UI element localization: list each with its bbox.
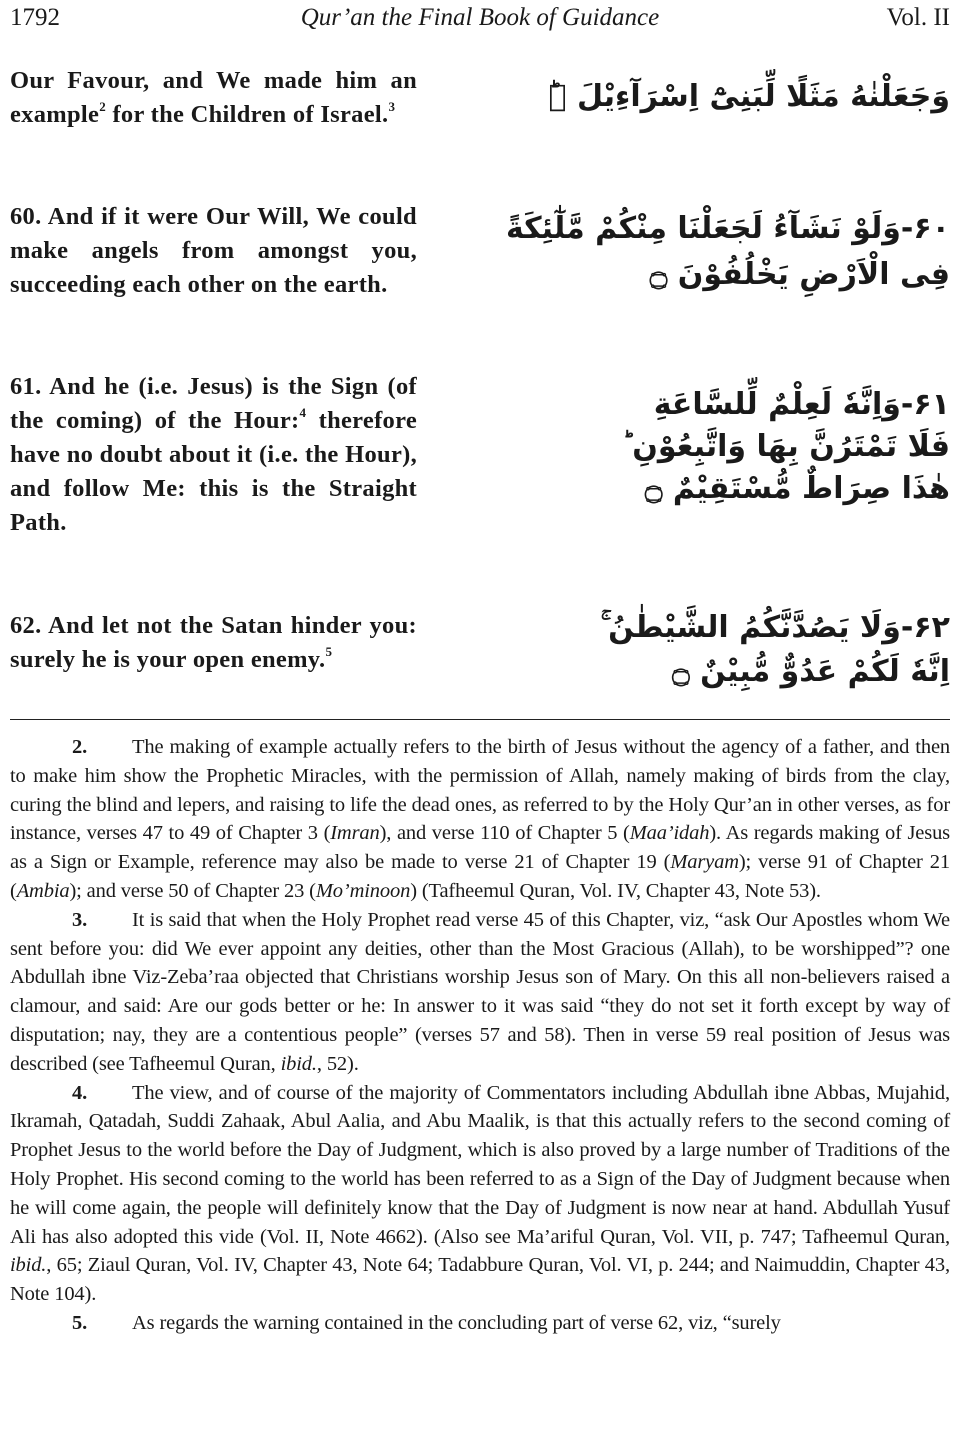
footnote-ref-5[interactable]: 5 [325,643,333,659]
arabic-line: ۶۱-وَاِنَّهٗ لَعِلْمٌ لِّلسَّاعَةِ [653,387,950,422]
footnote-text [10,1082,950,1306]
footnote-2 [10,733,950,906]
footnote-text-segment: ). As regards making of Jesus as a Sign or Example, reference may also be made to verse 21 of Chapter 19 ( [10,822,950,874]
footnote-text-segment: , 52). [316,1052,359,1075]
book-title: Qur’an the Final Book of Guidance [300,4,660,31]
verse-62-english [10,609,417,677]
italic-reference: Ambia [16,879,70,902]
italic-reference: Maa’idah [629,822,710,845]
verse-text: therefore have no doubt about it (i.e. the Hour), and follow Me: this is the Straight Path. [10,407,417,536]
verse-59-english [10,64,417,132]
verse-text: 61. And he (i.e. Jesus) is the Sign (of the coming) of the Hour: [10,373,417,434]
footnote-ref-4[interactable]: 4 [299,404,307,420]
footnote-3 [10,906,950,1079]
footnote-ref-2[interactable]: 2 [99,98,107,114]
footnote-text-segment: It is said that when the Holy Prophet read verse 45 of this Chapter, viz, “ask Our Apostles whom We sent before you: did We ever appoint any deities, other than the Most Gracious (Allah), to be worshipped”? one Abdullah ibne Viz-Zeba’raa objected that Christians worship Jesus son of Mary. On this all non-believers raised a clamour, and said: Are our gods better or he: In answer to it was said “they do not set it forth except by way of disputation; nay, they are a contentious people” (verses 57 and 58). Then in verse 59 real position of Jesus was described (see Tafheemul Quran, [10,908,950,1075]
verse-59-arabic [550,80,950,114]
footnote-text-segment: ); verse 91 of Chapter 21 ( [10,851,950,902]
verse-60-english [10,200,417,302]
arabic-line: وَجَعَلْنٰهُ مَثَلًا لِّبَنِیْٓ اِسْرَآءِیْلَ ۝ؕ [548,79,950,114]
arabic-line: فِی الْاَرْضِ یَخْلُفُوْنَ ۝ [649,257,950,292]
italic-reference: ibid. [280,1052,317,1075]
footnote-number: 5. [72,1311,88,1334]
verse-text: for the Children of Israel. [106,101,389,128]
running-head [0,0,960,40]
footnote-text [10,909,950,1075]
verse-61-english [10,370,417,540]
italic-reference: Mo’minoon [315,879,411,902]
footnote-text-segment: ) (Tafheemul Quran, Vol. IV, Chapter 43, Note 53). [410,879,821,902]
footnote-ref-3[interactable]: 3 [388,98,396,114]
footnote-text-segment: As regards the warning contained in the concluding part of verse 62, viz, “surely [132,1311,781,1334]
footnote-text-segment: , 65; Ziaul Quran, Vol. IV, Chapter 43, Note 64; Tadabbure Quran, Vol. VI, p. 244; and Naimuddin, Chapter 43, Note 104). [10,1254,950,1306]
footnote-text-segment: ), and verse 110 of Chapter 5 ( [379,822,630,845]
arabic-line: ۶۲-وَلَا یَصُدَّنَّكُمُ الشَّیْطٰنُ ۚ [600,610,950,645]
page-number: 1792 [10,4,60,31]
italic-reference: ibid. [10,1254,47,1277]
italic-reference: Maryam [670,851,739,874]
footnote-number: 3. [72,908,88,931]
arabic-line: ۶۰-وَلَوْ نَشَآءُ لَجَعَلْنَا مِنْكُمْ مَّلٰٓئِكَةً [505,211,950,246]
footnote-number: 2. [72,736,88,758]
footnote-text-segment: The making of example actually refers to the birth of Jesus without the agency of a father, and then to make him show the Prophetic Miracles, with the permission of Allah, namely making of birds from the clay, curing the blind and lepers, and raising to life the dead ones, as referred to by the Holy Qur’an in other verses, as for instance, verses 47 to 49 of Chapter 3 ( [10,736,950,845]
footnotes-section [10,733,950,1338]
verse-61-arabic [550,388,950,506]
footnote-5 [10,1309,950,1338]
footnote-text-segment: The view, and of course of the majority of Commentators including Abdullah ibne Abbas, Mujahid, Ikramah, Qatadah, Suddi Zahaak, Abul Aalia, and Abu Maalik, is that this actually refers to the second coming of Prophet Jesus to the world before the Day of Judgment, which is also proved by a large number of Traditions of the Holy Prophet. His second coming to the world has been referred to as a Sign of the Day of Judgment because when he will come again, the people will definitely know that the Day of Judgment is now near at hand. Abdullah Yusuf Ali has also adopted this vide (Vol. II, Note 4662). (Also see Ma’ariful Quran, Vol. VII, p. 747; Tafheemul Quran, [10,1081,950,1248]
volume-label: Vol. II [886,4,950,31]
verse-text: Our Favour, and We made him an example [10,67,417,128]
footnote-text-segment: ); and verse 50 of Chapter 23 ( [69,879,316,902]
arabic-line: اِنَّهٗ لَكُمْ عَدُوٌّ مُّبِیْنٌ ۝ [672,654,950,689]
arabic-line: هٰذَا صِرَاطٌ مُّسْتَقِیْمٌ ۝ [644,471,950,506]
verse-text: 62. And let not the Satan hinder you: surely he is your open enemy. [10,612,417,673]
verse-text: 60. And if it were Our Will, We could make angels from amongst you, succeeding each other on the earth. [10,203,417,298]
footnote-text [132,1312,781,1334]
italic-reference: Imran [330,822,380,845]
arabic-line: فَلَا تَمْتَرُنَّ بِهَا وَاتَّبِعُوْنِ ؕ [621,429,950,464]
footnote-4 [10,1079,950,1309]
verse-62-arabic [550,611,950,689]
footnote-divider [10,719,950,720]
footnote-text [10,736,950,902]
verse-60-arabic [505,211,950,292]
footnote-number: 4. [72,1081,88,1104]
